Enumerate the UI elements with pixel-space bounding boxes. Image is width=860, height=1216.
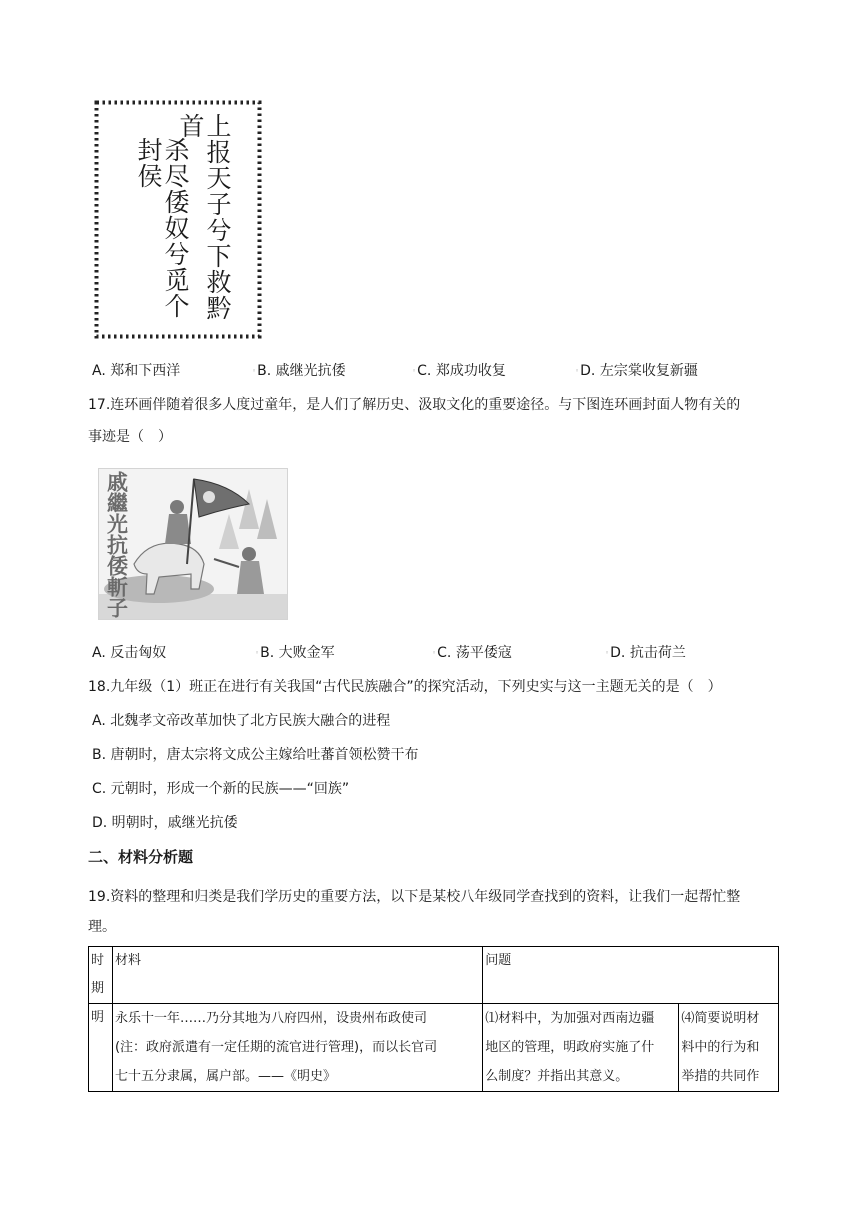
q17-text-line1: 17.连环画伴随着很多人度过童年，是人们了解历史、汲取文化的重要途径。与下图连环画封面人物有关的 [88,397,741,413]
section-title: 二、材料分析题 [88,848,194,866]
cell-time: 明 [89,1004,113,1092]
q18-option-b[interactable]: B. 唐朝时，唐太宗将文成公主嫁给吐蕃首领松赞干布 [92,747,419,763]
option-marker-icon: ◦ [575,367,580,375]
material-table [88,946,779,1092]
q16-option-a[interactable]: A. 郑和下西洋 [92,363,181,379]
q18-text: 18.九年级（1）班正在进行有关我国“古代民族融合”的探究活动，下列史实与这一主题无关的是（ ） [88,679,722,695]
q17-option-c[interactable]: ◦C. 荡平倭寇 [432,645,512,661]
header-question: 问题 [483,947,779,1004]
q16-option-b[interactable]: ◦B. 戚继光抗倭 [252,363,346,379]
option-marker-icon: ◦ [252,367,257,375]
q17-text-line2: 事迹是（ ） [88,429,172,445]
comic-cover-image [98,468,288,620]
q16-option-d[interactable]: ◦D. 左宗棠收复新疆 [575,363,698,379]
option-marker-icon: ◦ [412,367,417,375]
header-time: 时 期 [89,947,113,1004]
cell-material: 永乐十一年……乃分其地为八府四州，设贵州布政使司 (注：政府派遣有一定任期的流官进行管理)，而以长官司 七十五分隶属，属户部。——《明史》 [112,1004,482,1092]
q18-option-a[interactable]: A. 北魏孝文帝改革加快了北方民族大融合的进程 [92,713,391,729]
q18-option-d[interactable]: D. 明朝时，戚继光抗倭 [92,815,238,831]
poem-col-1: 上报天子兮下救黔首 [176,113,232,321]
option-marker-icon: ◦ [255,649,260,657]
q19-text-line1: 19.资料的整理和归类是我们学历史的重要方法，以下是某校八年级同学查找到的资料，让我们一起帮忙整 [88,889,741,905]
q17-option-a[interactable]: A. 反击匈奴 [92,645,167,661]
table-header-row [89,947,779,1004]
option-marker-icon: ◦ [605,649,610,657]
q17-option-d[interactable]: ◦D. 抗击荷兰 [605,645,686,661]
option-marker-icon: ◦ [432,649,437,657]
cell-question-4: ⑷简要说明材 料中的行为和 举措的共同作 [679,1004,779,1092]
q19-text-line2: 理。 [88,919,116,935]
header-material: 材料 [112,947,482,1004]
q16-option-c[interactable]: ◦C. 郑成功收复 [412,363,506,379]
table-row [89,1004,779,1092]
poem-image [94,100,262,339]
comic-cover-title: 戚繼光抗倭斬子 [104,471,129,618]
poem-col-2: 杀尽倭奴兮觅个封侯 [134,137,190,319]
q17-option-b[interactable]: ◦B. 大败金军 [255,645,335,661]
cell-question-1: ⑴材料中，为加强对西南边疆 地区的管理，明政府实施了什 么制度？并指出其意义。 [483,1004,679,1092]
q18-option-c[interactable]: C. 元朝时，形成一个新的民族——“回族” [92,781,350,797]
